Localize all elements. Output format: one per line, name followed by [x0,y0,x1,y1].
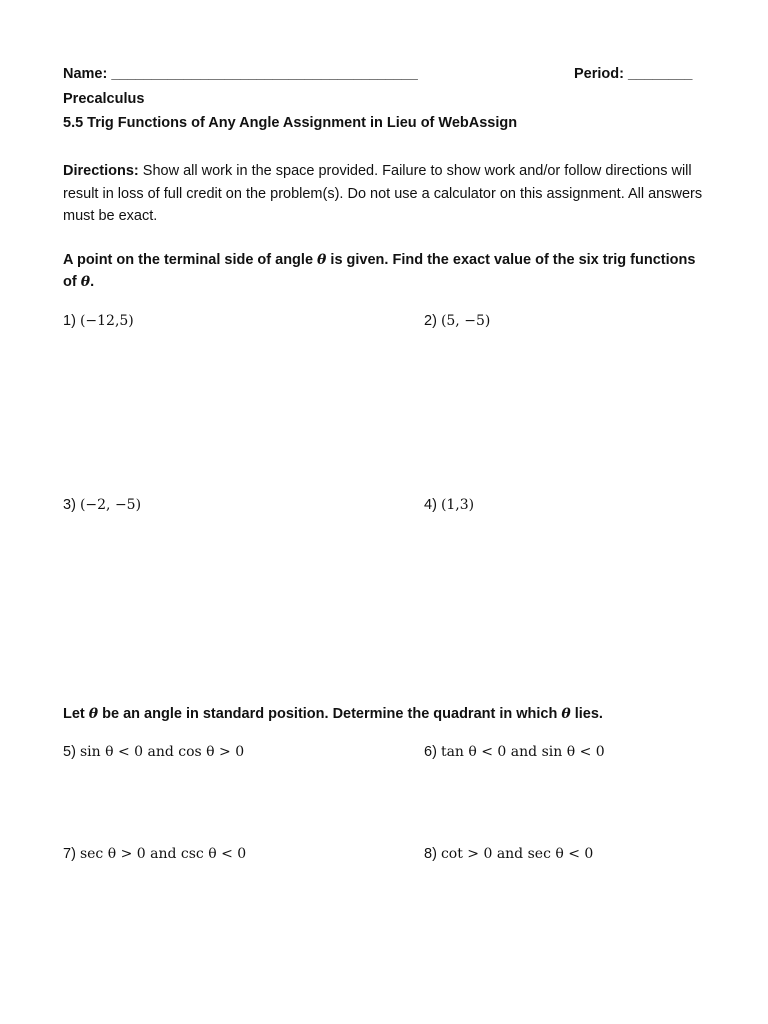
directions-label: Directions: [63,163,139,179]
section1-instruction-part1: A point on the terminal side of angle [63,252,318,268]
problem-number: 3) [63,497,76,513]
problem-number: 4) [424,497,437,513]
problem-expression: (−12,5) [79,313,134,329]
problem-expression: sin θ < 0 and cos θ > 0 [79,744,245,760]
name-blank: ______________________________________ [111,66,418,82]
theta-symbol: θ [317,252,327,268]
name-label: Name: [63,66,108,82]
theta-symbol: θ [80,274,91,290]
problem-3 [63,497,141,513]
problem-number: 5) [63,744,76,760]
period-label: Period: [574,66,624,82]
problem-5 [63,744,244,760]
problem-expression: (−2, −5) [79,497,142,513]
section2-instruction [63,703,708,725]
section2-instruction-part3: lies. [570,706,603,722]
name-line [63,66,418,82]
assignment-title: 5.5 Trig Functions of Any Angle Assignment in Lieu of WebAssign [63,115,518,131]
course-name: Precalculus [63,91,145,107]
problem-7 [63,846,246,862]
problem-expression: tan θ < 0 and sin θ < 0 [440,744,605,760]
problem-expression: (1,3) [440,497,475,513]
period-line [574,66,693,82]
problem-expression: cot > 0 and sec θ < 0 [440,846,594,862]
problem-8 [424,846,593,862]
problem-number: 2) [424,313,437,329]
theta-symbol: θ [88,706,99,722]
problem-4 [424,497,474,513]
directions-paragraph [63,160,708,228]
problem-number: 6) [424,744,437,760]
section1-instruction [63,249,708,293]
problem-expression: (5, −5) [440,313,491,329]
problem-number: 7) [63,846,76,862]
problem-2 [424,313,490,329]
problem-expression: sec θ > 0 and csc θ < 0 [79,846,247,862]
problem-number: 8) [424,846,437,862]
directions-text: Show all work in the space provided. Failure to show work and/or follow directions will result in loss of full credit on the problem(s). Do not use a calculator on this assignment. All answers must be exact. [63,163,703,224]
theta-symbol: θ [561,706,571,722]
problem-6 [424,744,605,760]
section2-instruction-part1: Let [63,706,89,722]
problem-number: 1) [63,313,76,329]
problem-1 [63,313,134,329]
section1-instruction-period: . [90,274,95,290]
period-blank: ________ [627,66,693,82]
section2-instruction-part2: be an angle in standard position. Determine the quadrant in which [98,706,562,722]
section1-instruction-part2: is given. Find the exact value of the six trig functions of [63,252,696,290]
